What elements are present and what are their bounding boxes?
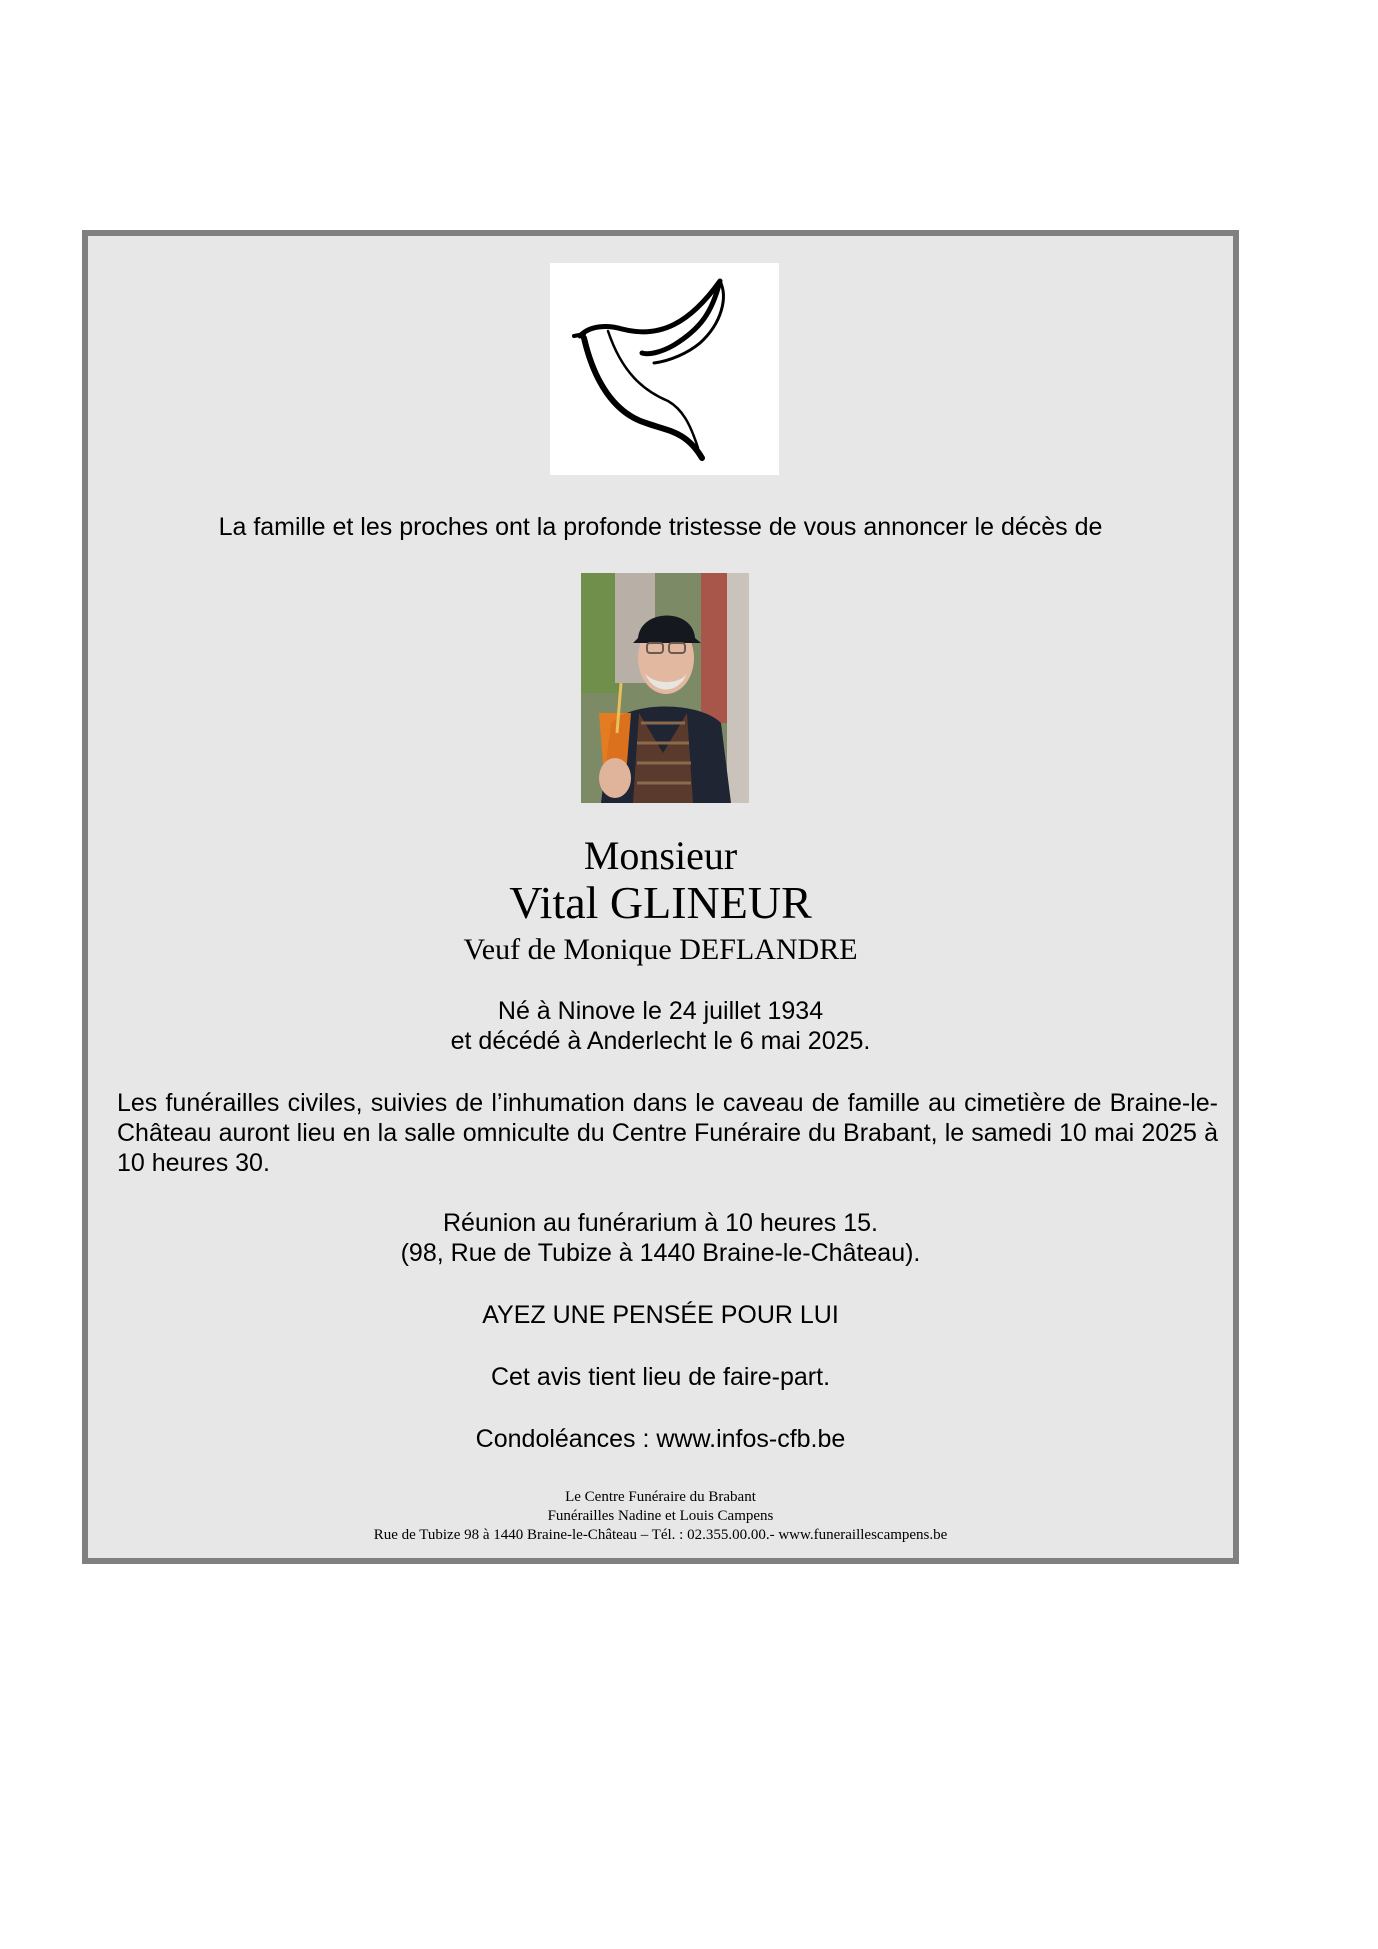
footer-line-3: Rue de Tubize 98 à 1440 Braine-le-Château – Tél. : 02.355.00.00.- www.funeraillescampens.be <box>373 1527 948 1543</box>
deceased-title: Monsieur <box>583 833 738 878</box>
birth-text: Né à Ninove le 24 juillet 1934 <box>497 997 824 1025</box>
obituary-notice <box>82 230 1239 1564</box>
condolences-text: Condoléances : www.infos-cfb.be <box>475 1425 846 1453</box>
notice-note: Cet avis tient lieu de faire-part. <box>490 1363 831 1391</box>
portrait-photo <box>581 573 749 803</box>
remembrance-text: AYEZ UNE PENSÉE POUR LUI <box>482 1301 839 1329</box>
spouse-text: Veuf de Monique DEFLANDRE <box>463 933 858 966</box>
intro-text: La famille et les proches ont la profonde tristesse de vous annoncer le décès de <box>218 513 1103 541</box>
deceased-name: Vital GLINEUR <box>509 877 812 928</box>
footer-line-1: Le Centre Funéraire du Brabant <box>565 1489 756 1505</box>
meeting-address: (98, Rue de Tubize à 1440 Braine-le-Château). <box>400 1239 921 1267</box>
death-text: et décédé à Anderlecht le 6 mai 2025. <box>450 1027 871 1055</box>
dove-icon <box>550 263 779 475</box>
meeting-time: Réunion au funérarium à 10 heures 15. <box>442 1209 878 1237</box>
footer-line-2: Funérailles Nadine et Louis Campens <box>547 1508 774 1524</box>
funeral-details: Les funérailles civiles, suivies de l’inhumation dans le caveau de famille au cimetière de Braine-le-Château auront lieu en la salle omniculte du Centre Funéraire du Brabant, le samedi 10 mai 2025 à 10 heures 30. <box>117 1089 1218 1177</box>
